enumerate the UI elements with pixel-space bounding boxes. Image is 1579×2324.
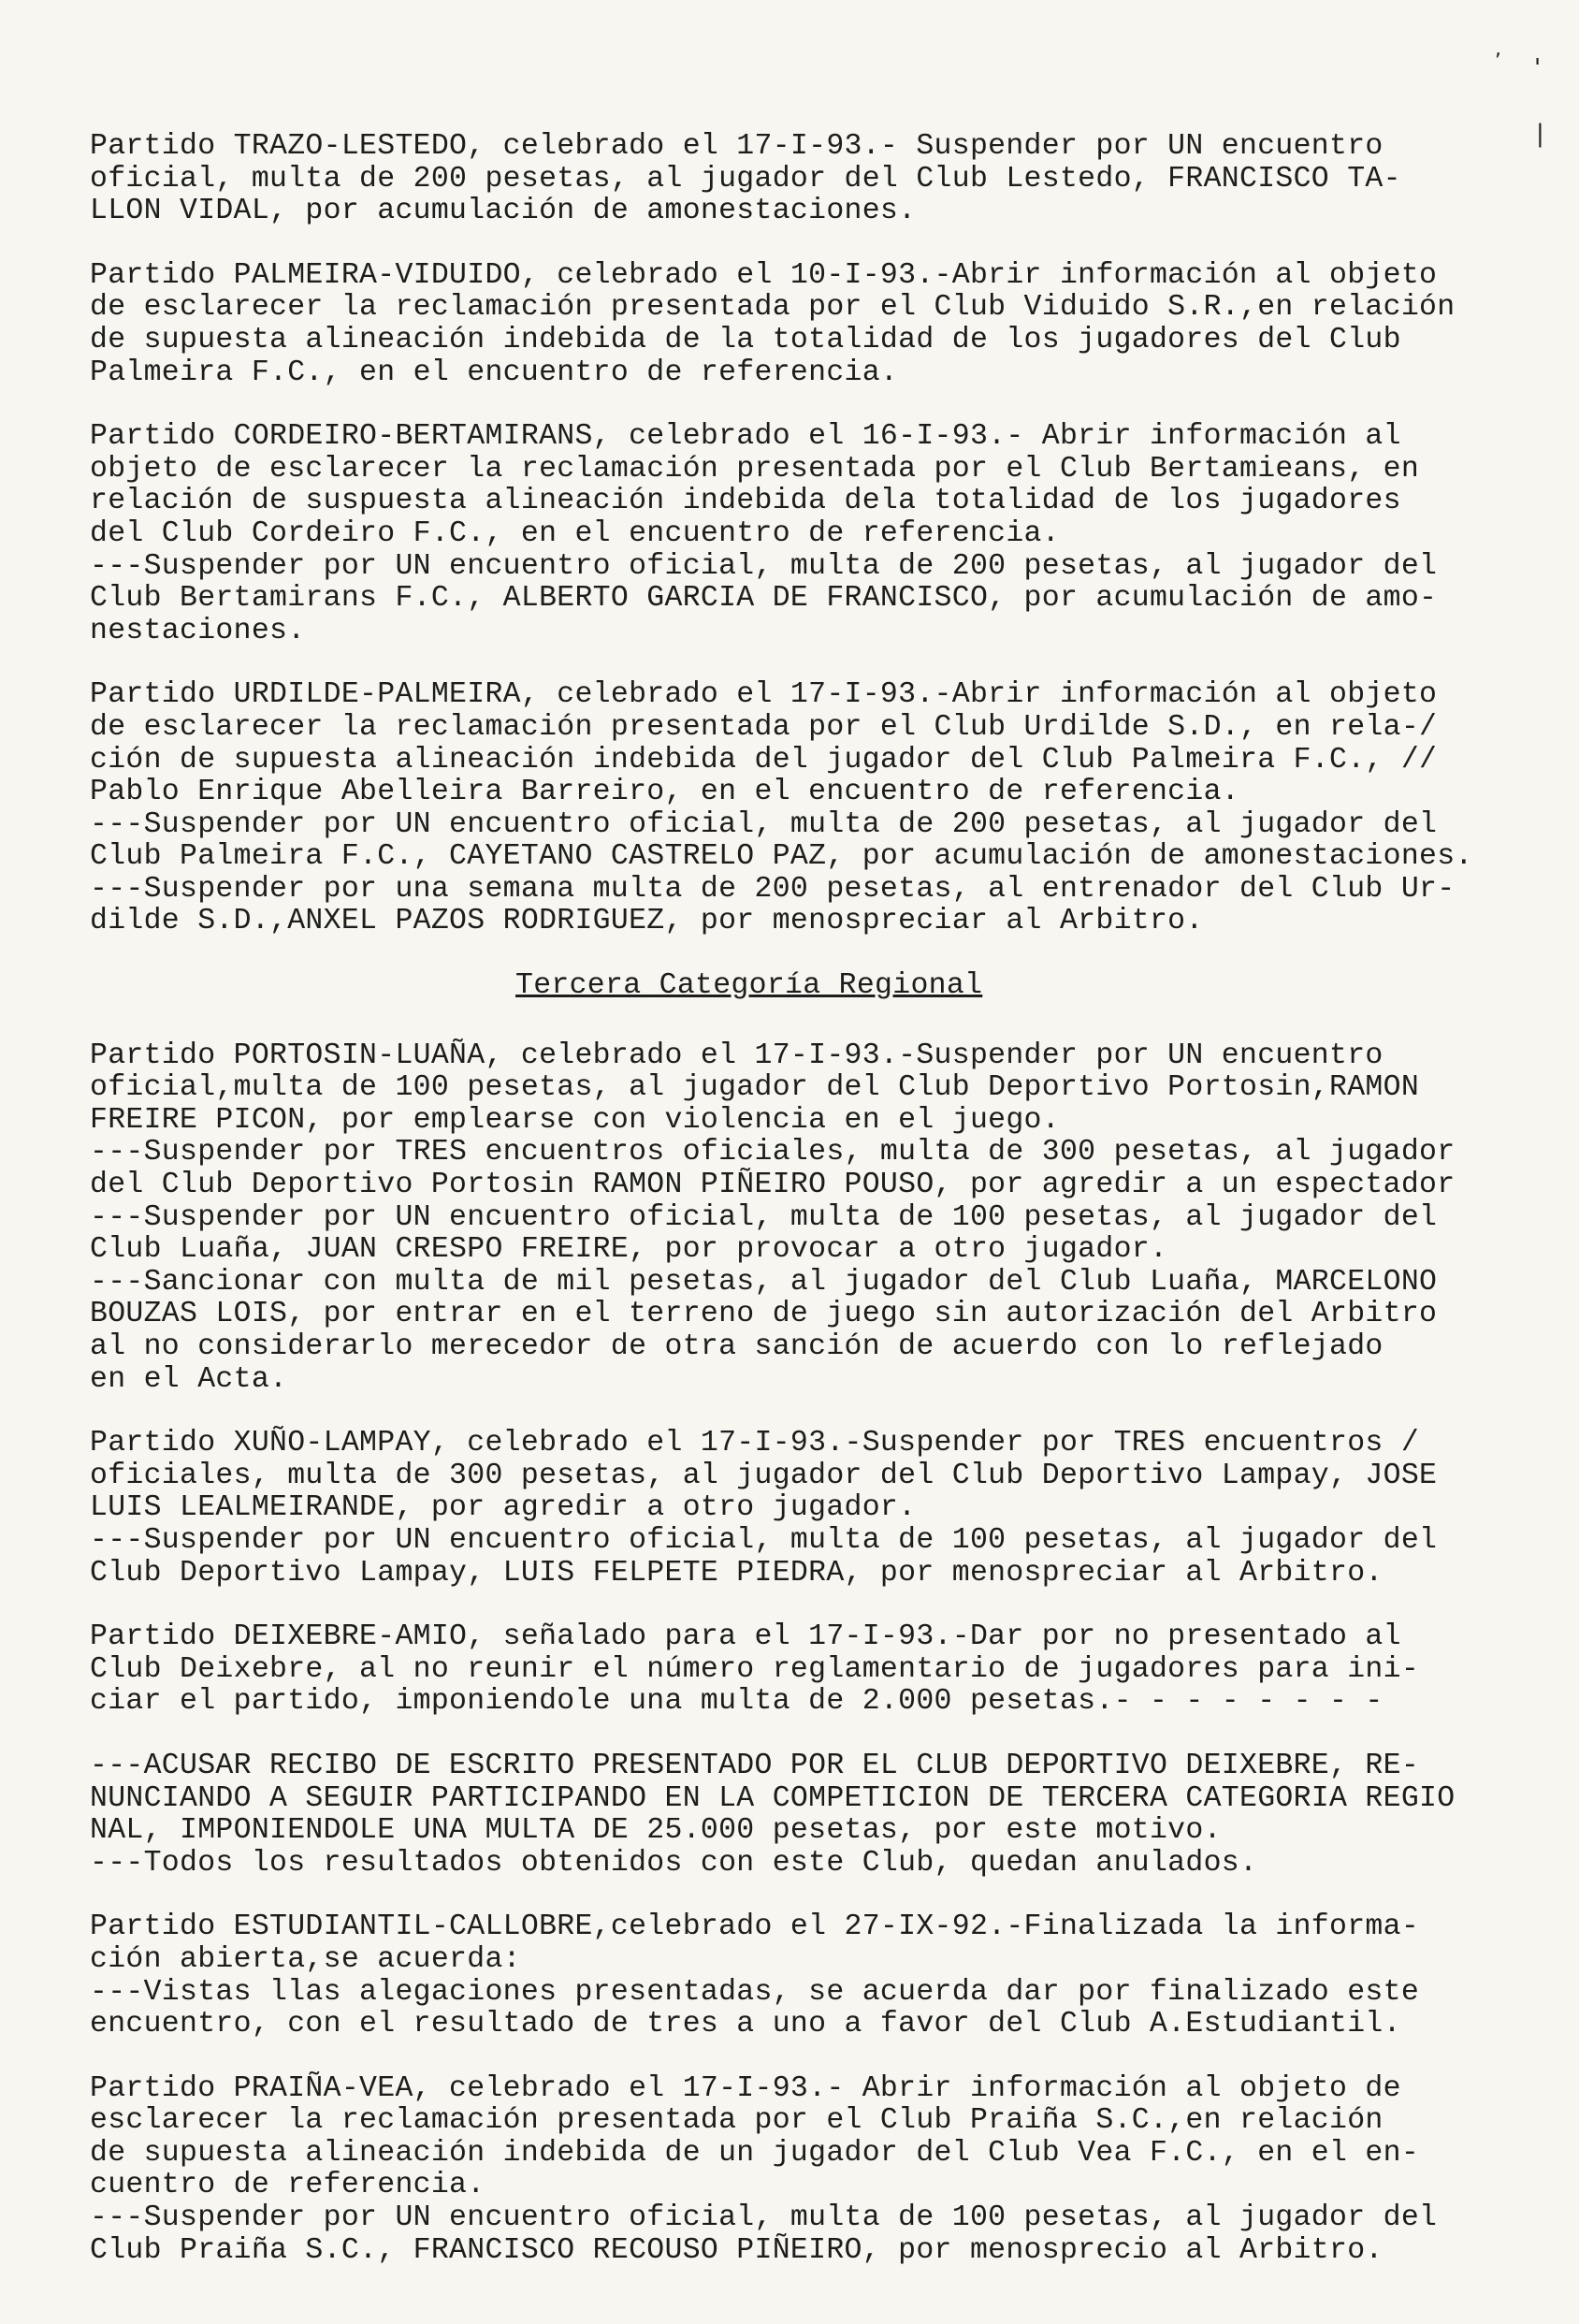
text-line: ---Suspender por una semana multa de 200 pesetas, al entrenador del Club Ur- bbox=[90, 872, 1456, 906]
text-line: oficial,multa de 100 pesetas, al jugador del Club Deportivo Portosin,RAMON bbox=[90, 1071, 1420, 1105]
text-line: LUIS LEALMEIRANDE, por agredir a otro jugador. bbox=[90, 1491, 917, 1525]
text-line: Palmeira F.C., en el encuentro de referencia. bbox=[90, 356, 899, 389]
paragraph bbox=[90, 1750, 1512, 1880]
text-line: Pablo Enrique Abelleira Barreiro, en el encuentro de referencia. bbox=[90, 776, 1239, 809]
text-line: LLON VIDAL, por acumulación de amonestaciones. bbox=[90, 195, 917, 228]
paragraph bbox=[90, 131, 1512, 228]
text-line: Partido PRAIÑA-VEA, celebrado el 17-I-93.- Abrir información al objeto de bbox=[90, 2071, 1401, 2105]
text-line: ---Suspender por UN encuentro oficial, multa de 200 pesetas, al jugador del bbox=[90, 807, 1438, 841]
margin-mark-icon: , bbox=[1495, 37, 1501, 61]
text-line: oficial, multa de 200 pesetas, al jugador del Club Lestedo, FRANCISCO TA- bbox=[90, 162, 1401, 196]
text-line: ---Todos los resultados obtenidos con este Club, quedan anulados. bbox=[90, 1846, 1258, 1880]
text-line: de supuesta alineación indebida de la totalidad de los jugadores del Club bbox=[90, 323, 1401, 356]
paragraph-group-1 bbox=[90, 131, 1512, 938]
paragraph bbox=[90, 260, 1512, 389]
paragraph bbox=[90, 1040, 1512, 1397]
text-line: al no considerarlo merecedor de otra sanción de acuerdo con lo reflejado bbox=[90, 1330, 1383, 1363]
paragraph bbox=[90, 1621, 1512, 1719]
text-line: Partido PORTOSIN-LUAÑA, celebrado el 17-I-93.-Suspender por UN encuentro bbox=[90, 1039, 1383, 1072]
text-line: Partido PALMEIRA-VIDUIDO, celebrado el 10-I-93.-Abrir información al objeto bbox=[90, 258, 1438, 292]
text-line: de esclarecer la reclamación presentada por el Club Urdilde S.D., en rela-/ bbox=[90, 710, 1438, 744]
text-line: Club Deixebre, al no reunir el número reglamentario de jugadores para ini- bbox=[90, 1652, 1420, 1686]
text-line: NUNCIANDO A SEGUIR PARTICIPANDO EN LA COMPETICION DE TERCERA CATEGORIA REGIO bbox=[90, 1781, 1456, 1815]
text-line: nestaciones. bbox=[90, 614, 306, 647]
text-line: ---Vistas llas alegaciones presentadas, se acuerda dar por finalizado este bbox=[90, 1975, 1420, 2009]
text-line: BOUZAS LOIS, por entrar en el terreno de juego sin autorización del Arbitro bbox=[90, 1298, 1438, 1331]
margin-mark-icon: ' bbox=[1534, 54, 1542, 82]
document-body bbox=[90, 131, 1512, 2299]
paragraph bbox=[90, 679, 1512, 938]
text-line: relación de suspuesta alineación indebida dela totalidad de los jugadores bbox=[90, 485, 1401, 518]
text-line: ción de supuesta alineación indebida del jugador del Club Palmeira F.C., // bbox=[90, 743, 1438, 777]
text-line: Club Deportivo Lampay, LUIS FELPETE PIEDRA, por menospreciar al Arbitro. bbox=[90, 1556, 1383, 1590]
text-line: Partido TRAZO-LESTEDO, celebrado el 17-I-93.- Suspender por UN encuentro bbox=[90, 130, 1383, 163]
text-line: ---Suspender por TRES encuentros oficiales, multa de 300 pesetas, al jugador bbox=[90, 1136, 1456, 1169]
text-line: Club Palmeira F.C., CAYETANO CASTRELO PAZ, por acumulación de amonestaciones. bbox=[90, 840, 1473, 874]
paragraph bbox=[90, 1911, 1512, 2041]
text-line: ---Suspender por UN encuentro oficial, multa de 100 pesetas, al jugador del bbox=[90, 1523, 1438, 1557]
section-heading: Tercera Categoría Regional bbox=[515, 969, 983, 1003]
text-line: ---ACUSAR RECIBO DE ESCRITO PRESENTADO POR EL CLUB DEPORTIVO DEIXEBRE, RE- bbox=[90, 1749, 1420, 1782]
text-line: ciar el partido, imponiendole una multa de 2.000 pesetas.- - - - - - - - bbox=[90, 1685, 1383, 1719]
text-line: ---Sancionar con multa de mil pesetas, al jugador del Club Luaña, MARCELONO bbox=[90, 1265, 1438, 1299]
text-line: Club Praiña S.C., FRANCISCO RECOUSO PIÑEIRO, por menosprecio al Arbitro. bbox=[90, 2233, 1383, 2267]
text-line: ---Suspender por UN encuentro oficial, multa de 100 pesetas, al jugador del bbox=[90, 1200, 1438, 1234]
text-line: del Club Deportivo Portosin RAMON PIÑEIRO POUSO, por agredir a un espectador bbox=[90, 1169, 1456, 1202]
paragraph-group-2 bbox=[90, 1040, 1512, 2268]
text-line: Club Luaña, JUAN CRESPO FREIRE, por provocar a otro jugador. bbox=[90, 1233, 1168, 1267]
paragraph bbox=[90, 2073, 1512, 2268]
text-line: Partido XUÑO-LAMPAY, celebrado el 17-I-93.-Suspender por TRES encuentros / bbox=[90, 1427, 1420, 1460]
text-line: Partido CORDEIRO-BERTAMIRANS, celebrado el 16-I-93.- Abrir información al bbox=[90, 420, 1401, 454]
text-line: en el Acta. bbox=[90, 1362, 288, 1396]
text-line: Partido URDILDE-PALMEIRA, celebrado el 17-I-93.-Abrir información al objeto bbox=[90, 678, 1438, 712]
text-line: Club Bertamirans F.C., ALBERTO GARCIA DE FRANCISCO, por acumulación de amo- bbox=[90, 582, 1438, 616]
text-line: esclarecer la reclamación presentada por el Club Praiña S.C.,en relación bbox=[90, 2104, 1383, 2138]
paragraph bbox=[90, 421, 1512, 647]
text-line: objeto de esclarecer la reclamación presentada por el Club Bertamieans, en bbox=[90, 452, 1420, 486]
text-line: Partido DEIXEBRE-AMIO, señalado para el 17-I-93.-Dar por no presentado al bbox=[90, 1620, 1401, 1654]
text-line: encuentro, con el resultado de tres a uno a favor del Club A.Estudiantil. bbox=[90, 2008, 1401, 2041]
text-line: dilde S.D.,ANXEL PAZOS RODRIGUEZ, por menospreciar al Arbitro. bbox=[90, 905, 1204, 938]
text-line: ---Suspender por UN encuentro oficial, multa de 100 pesetas, al jugador del bbox=[90, 2201, 1438, 2235]
text-line: Partido ESTUDIANTIL-CALLOBRE,celebrado el 27-IX-92.-Finalizada la informa- bbox=[90, 1910, 1420, 1944]
text-line: FREIRE PICON, por emplearse con violencia en el juego. bbox=[90, 1103, 1060, 1137]
text-line: NAL, IMPONIENDOLE UNA MULTA DE 25.000 pesetas, por este motivo. bbox=[90, 1814, 1222, 1848]
text-line: de supuesta alineación indebida de un jugador del Club Vea F.C., en el en- bbox=[90, 2136, 1420, 2170]
text-line: ---Suspender por UN encuentro oficial, multa de 200 pesetas, al jugador del bbox=[90, 549, 1438, 583]
text-line: oficiales, multa de 300 pesetas, al jugador del Club Deportivo Lampay, JOSE bbox=[90, 1459, 1438, 1492]
margin-mark-icon: | bbox=[1536, 120, 1544, 148]
text-line: ción abierta,se acuerda: bbox=[90, 1942, 521, 1976]
text-line: de esclarecer la reclamación presentada por el Club Viduido S.R.,en relación bbox=[90, 291, 1456, 325]
text-line: cuentro de referencia. bbox=[90, 2169, 485, 2202]
paragraph bbox=[90, 1428, 1512, 1590]
text-line: del Club Cordeiro F.C., en el encuentro de referencia. bbox=[90, 516, 1060, 550]
